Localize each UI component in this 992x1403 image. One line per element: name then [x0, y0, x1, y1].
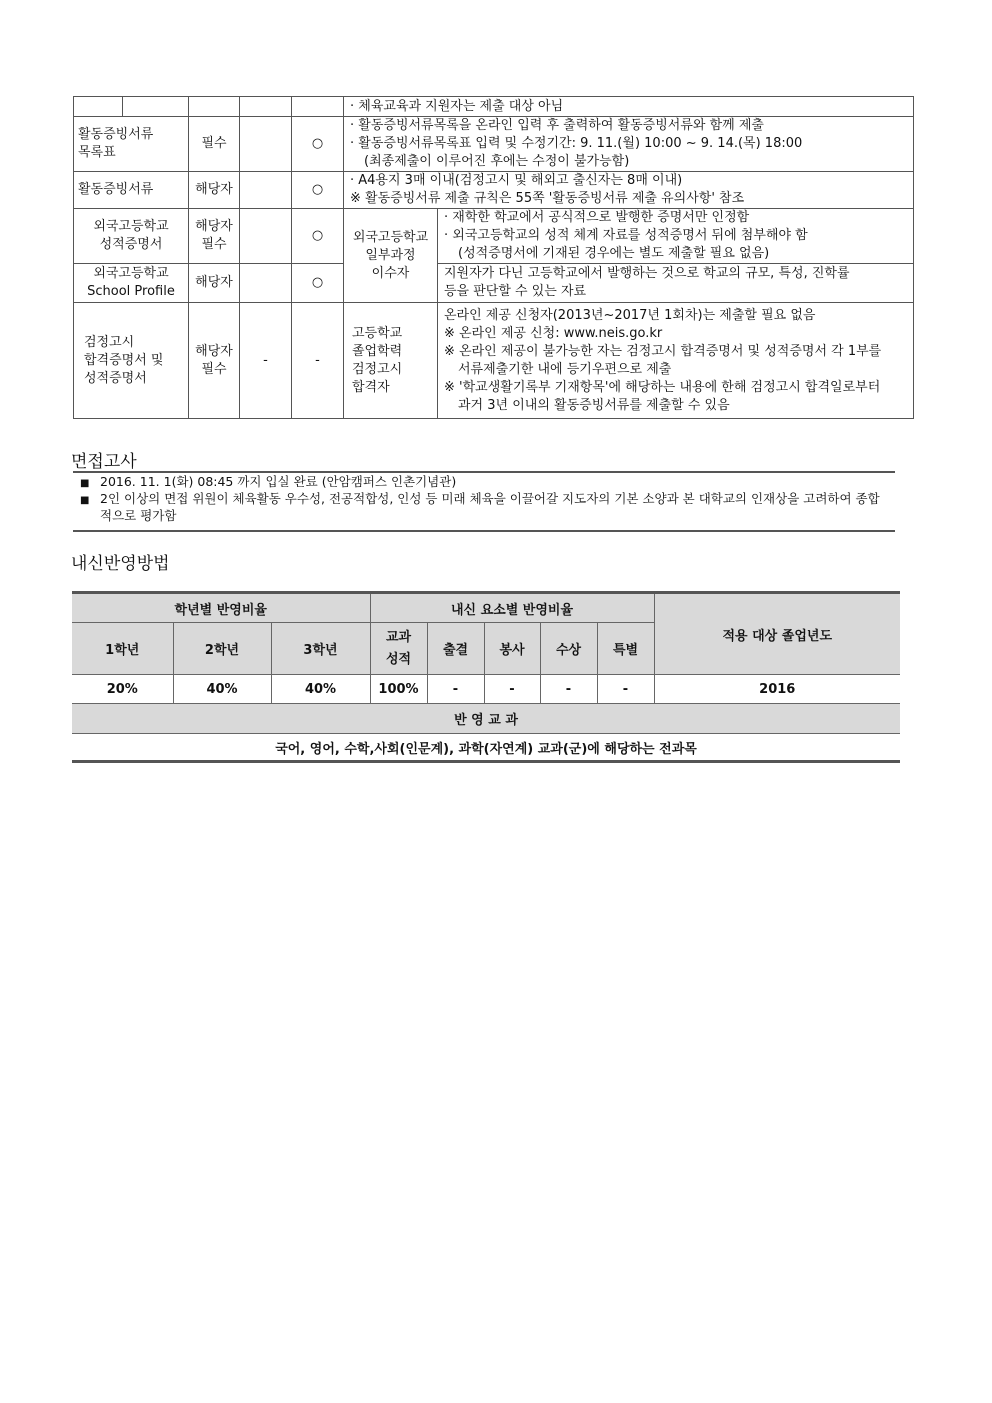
doc-required: 해당자 — [195, 275, 233, 290]
table-row — [74, 172, 914, 209]
doc-desc-cell — [344, 97, 914, 117]
doc-name: 목록표 — [78, 145, 116, 160]
doc-name: 성적증명서 — [84, 370, 147, 386]
doc-required: 해당자 — [195, 219, 233, 234]
doc-required: 해당자 — [195, 182, 233, 197]
document-requirements-table — [73, 96, 914, 419]
doc-required: 해당자 — [195, 343, 233, 359]
desc-line: ※ '학교생활기록부 기재항목'에 해당하는 내용에 한해 검정고시 합격일로부터 — [444, 379, 881, 395]
doc-required-cell — [189, 264, 240, 303]
doc-col4-cell — [292, 97, 344, 117]
doc-name-cell — [74, 117, 189, 172]
doc-required: 필수 — [201, 361, 227, 377]
bullet-square-icon: ■ — [80, 478, 90, 489]
doc-required-cell — [189, 172, 240, 209]
doc-name: 활동증빙서류 — [78, 182, 154, 197]
col-header: 특별 — [597, 623, 654, 675]
doc-target: 고등학교 — [352, 325, 403, 341]
doc-col4: - — [315, 352, 320, 368]
doc-col4-cell — [292, 172, 344, 209]
doc-desc-cell — [438, 303, 914, 419]
value-cell: - — [540, 675, 597, 704]
doc-name-cell — [74, 209, 189, 264]
interview-list — [80, 473, 880, 524]
list-item — [80, 473, 880, 490]
desc-line: (성적증명서에 기재된 경우에는 별도 제출할 필요 없음) — [458, 246, 770, 261]
doc-target: 일부과정 — [365, 247, 416, 263]
value-cell: - — [427, 675, 484, 704]
col-header: 교과 성적 — [370, 623, 427, 675]
grade-ratio-table — [72, 591, 900, 763]
table-row — [74, 264, 914, 303]
desc-line: 과거 3년 이내의 활동증빙서류를 제출할 수 있음 — [458, 397, 730, 413]
col-header: 3학년 — [271, 623, 370, 675]
grade-method-title: 내신반영방법 — [71, 554, 170, 574]
doc-required-cell — [189, 209, 240, 264]
desc-line: 등을 판단할 수 있는 자료 — [444, 284, 587, 299]
doc-col3-cell — [240, 97, 292, 117]
doc-col4-cell — [292, 303, 344, 419]
desc-line: 지원자가 다닌 고등학교에서 발행하는 것으로 학교의 규모, 특성, 진학률 — [444, 266, 850, 281]
doc-desc-cell — [438, 264, 914, 303]
doc-desc-cell — [344, 172, 914, 209]
col-header: 2학년 — [173, 623, 271, 675]
desc-line: ※ 온라인 제공이 불가능한 자는 검정고시 합격증명서 및 성적증명서 각 1부를 — [444, 343, 882, 359]
doc-name-cell-sub — [123, 97, 189, 117]
doc-desc-cell — [438, 209, 914, 264]
desc-line: · 체육교육과 지원자는 제출 대상 아님 — [350, 98, 564, 114]
value-cell: 20% — [72, 675, 173, 704]
doc-name: 외국고등학교 — [93, 266, 169, 281]
doc-col3-cell — [240, 303, 292, 419]
doc-col3-cell — [240, 172, 292, 209]
value-cell: - — [484, 675, 540, 704]
doc-target-cell — [344, 209, 438, 303]
doc-name-cell — [74, 97, 123, 117]
doc-col4-cell — [292, 264, 344, 303]
doc-col4-cell — [292, 117, 344, 172]
bullet-square-icon: ■ — [80, 495, 90, 506]
value-cell: - — [597, 675, 654, 704]
desc-line: (최종제출이 이루어진 후에는 수정이 불가능함) — [364, 154, 630, 169]
table-row — [74, 97, 914, 117]
doc-target: 이수자 — [371, 265, 410, 281]
header-year-ratio: 학년별 반영비율 — [72, 593, 370, 623]
circle-mark: ○ — [311, 136, 324, 151]
header-target-year: 적용 대상 졸업년도 — [654, 593, 900, 675]
doc-name: 활동증빙서류 — [78, 127, 154, 142]
desc-line: · 활동증빙서류목록표 입력 및 수정기간: 9. 11.(월) 10:00 ~ 9. 14.(목) 18:00 — [350, 136, 803, 151]
col-header: 1학년 — [72, 623, 173, 675]
header-element-ratio: 내신 요소별 반영비율 — [370, 593, 654, 623]
desc-line: ※ 온라인 제공 신청: www.neis.go.kr — [444, 325, 663, 341]
doc-name: 성적증명서 — [99, 237, 163, 252]
list-item — [80, 490, 880, 524]
doc-required: 필수 — [201, 136, 227, 151]
doc-target: 졸업학력 — [352, 343, 403, 359]
table-row — [74, 117, 914, 172]
doc-target: 외국고등학교 — [352, 229, 429, 245]
col-header: 수상 — [540, 623, 597, 675]
doc-required-cell — [189, 303, 240, 419]
desc-line: · A4용지 3매 이내(검정고시 및 해외고 출신자는 8매 이내) — [350, 173, 683, 188]
circle-mark: ○ — [311, 182, 324, 197]
doc-target: 합격자 — [352, 379, 390, 395]
doc-col3-cell — [240, 264, 292, 303]
doc-name-cell — [74, 303, 189, 419]
desc-line: 온라인 제공 신청자(2013년~2017년 1회차)는 제출할 필요 없음 — [444, 307, 816, 323]
target-year-cell: 2016 — [654, 675, 900, 704]
doc-name-cell — [74, 264, 189, 303]
interview-title: 면접고사 — [71, 452, 137, 472]
doc-name: 검정고시 — [84, 334, 135, 350]
doc-col3: - — [263, 352, 268, 368]
table-row — [72, 704, 900, 734]
desc-line: 서류제출기한 내에 등기우편으로 제출 — [458, 361, 672, 377]
circle-mark: ○ — [311, 228, 324, 243]
value-cell: 40% — [271, 675, 370, 704]
circle-mark: ○ — [311, 275, 324, 290]
subjects-header: 반 영 교 과 — [72, 704, 900, 734]
doc-name: 외국고등학교 — [93, 219, 169, 234]
doc-col3-cell — [240, 117, 292, 172]
value-cell: 40% — [173, 675, 271, 704]
col-header: 출결 — [427, 623, 484, 675]
desc-line: ※ 활동증빙서류 제출 규칙은 55쪽 '활동증빙서류 제출 유의사항' 참조 — [350, 191, 745, 206]
desc-line: · 활동증빙서류목록을 온라인 입력 후 출력하여 활동증빙서류와 함께 제출 — [350, 118, 764, 133]
list-item-text: 2인 이상의 면접 위원이 체육활동 우수성, 전공적합성, 인성 등 미래 체육을 이끌어갈 지도자의 기본 소양과 본 대학교의 인재상을 고려하여 종합적으로 평가함 — [100, 491, 880, 523]
doc-name: School Profile — [87, 284, 175, 299]
doc-desc-cell — [344, 117, 914, 172]
doc-target: 검정고시 — [352, 361, 403, 377]
interview-rule-bottom — [73, 530, 895, 532]
table-row — [74, 303, 914, 419]
table-row — [74, 209, 914, 264]
list-item-text: 2016. 11. 1(화) 08:45 까지 입실 완료 (안암캠퍼스 인촌기념관) — [100, 474, 457, 489]
doc-col4-cell — [292, 209, 344, 264]
desc-line: · 재학한 학교에서 공식적으로 발행한 증명서만 인정함 — [444, 210, 750, 225]
doc-name: 합격증명서 및 — [84, 352, 164, 368]
doc-required: 필수 — [201, 237, 227, 252]
doc-required-cell — [189, 97, 240, 117]
col-header: 봉사 — [484, 623, 540, 675]
table-row — [72, 593, 900, 623]
doc-name-cell — [74, 172, 189, 209]
subjects-cell: 국어, 영어, 수학,사회(인문계), 과학(자연계) 교과(군)에 해당하는 전과목 — [72, 734, 900, 762]
doc-col3-cell — [240, 209, 292, 264]
doc-required-cell — [189, 117, 240, 172]
table-row — [72, 734, 900, 762]
table-row — [72, 675, 900, 704]
value-cell: 100% — [370, 675, 427, 704]
doc-target-cell — [344, 303, 438, 419]
desc-line: · 외국고등학교의 성적 체계 자료를 성적증명서 뒤에 첨부해야 함 — [444, 228, 808, 243]
